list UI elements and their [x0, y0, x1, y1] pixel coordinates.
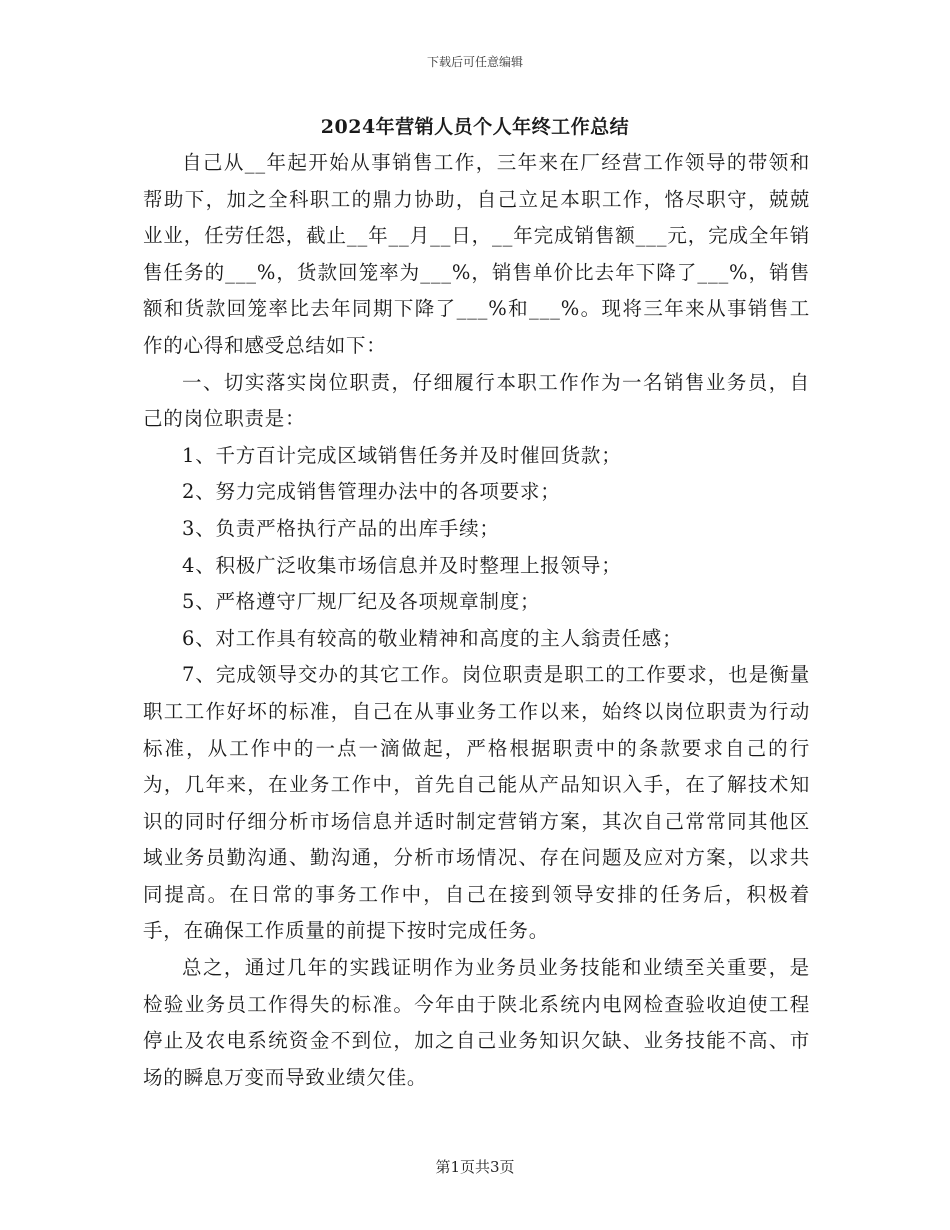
document-title: 2024年营销人员个人年终工作总结 [320, 116, 630, 138]
list-item-duty-7: 7、完成领导交办的其它工作。岗位职责是职工的工作要求，也是衡量职工工作好坏的标准，自己在从事业务工作以来，始终以岗位职责为行动标准，从工作中的一点一滴做起，严格根据职责中的条款要求自己的行为，几年来，在业务工作中，首先自己能从产品知识入手，在了解技术知识的同时仔细分析市场信息并适时制定营销方案，其次自己常常同其他区域业务员勤沟通、勤沟通，分析市场情况、存在问题及应对方案，以求共同提高。在日常的事务工作中，自己在接到领导安排的任务后，积极着手，在确保工作质量的前提下按时完成任务。 [143, 663, 810, 943]
list-item-duty-2: 2、努力完成销售管理办法中的各项要求； [182, 480, 561, 504]
paragraph-summary: 总之，通过几年的实践证明作为业务员业务技能和业绩至关重要，是检验业务员工作得失的标准。今年由于陕北系统内电网检查验收迫使工程停止及农电系统资金不到位，加之自己业务知识欠缺、业务技能不高、市场的瞬息万变而导致业绩欠佳。 [143, 956, 810, 1089]
header-note: 下载后可任意编辑 [426, 55, 523, 69]
document-body [143, 145, 810, 1096]
page-number: 第1页共3页 [435, 1158, 515, 1176]
list-item-duty-1: 1、千方百计完成区域销售任务并及时催回货款； [182, 443, 622, 467]
list-item-duty-4: 4、积极广泛收集市场信息并及时整理上报领导； [182, 553, 622, 577]
list-item-duty-5: 5、严格遵守厂规厂纪及各项规章制度； [182, 590, 541, 614]
paragraph-section-1: 一、切实落实岗位职责，仔细履行本职工作作为一名销售业务员，自己的岗位职责是： [143, 370, 810, 431]
list-item-duty-6: 6、对工作具有较高的敬业精神和高度的主人翁责任感； [182, 626, 683, 650]
paragraph-intro: 自己从__年起开始从事销售工作，三年来在厂经营工作领导的带领和帮助下，加之全科职工的鼎力协助，自己立足本职工作，恪尽职守，兢兢业业，任劳任怨，截止__年__月__日，__年完成销售额___元，完成全年销售任务的___%，货款回笼率为___%，销售单价比去年下降了___%，销售额和货款回笼率比去年同期下降了___%和___%。现将三年来从事销售工作的心得和感受总结如下： [143, 151, 810, 357]
list-item-duty-3: 3、负责严格执行产品的出库手续； [182, 516, 500, 540]
